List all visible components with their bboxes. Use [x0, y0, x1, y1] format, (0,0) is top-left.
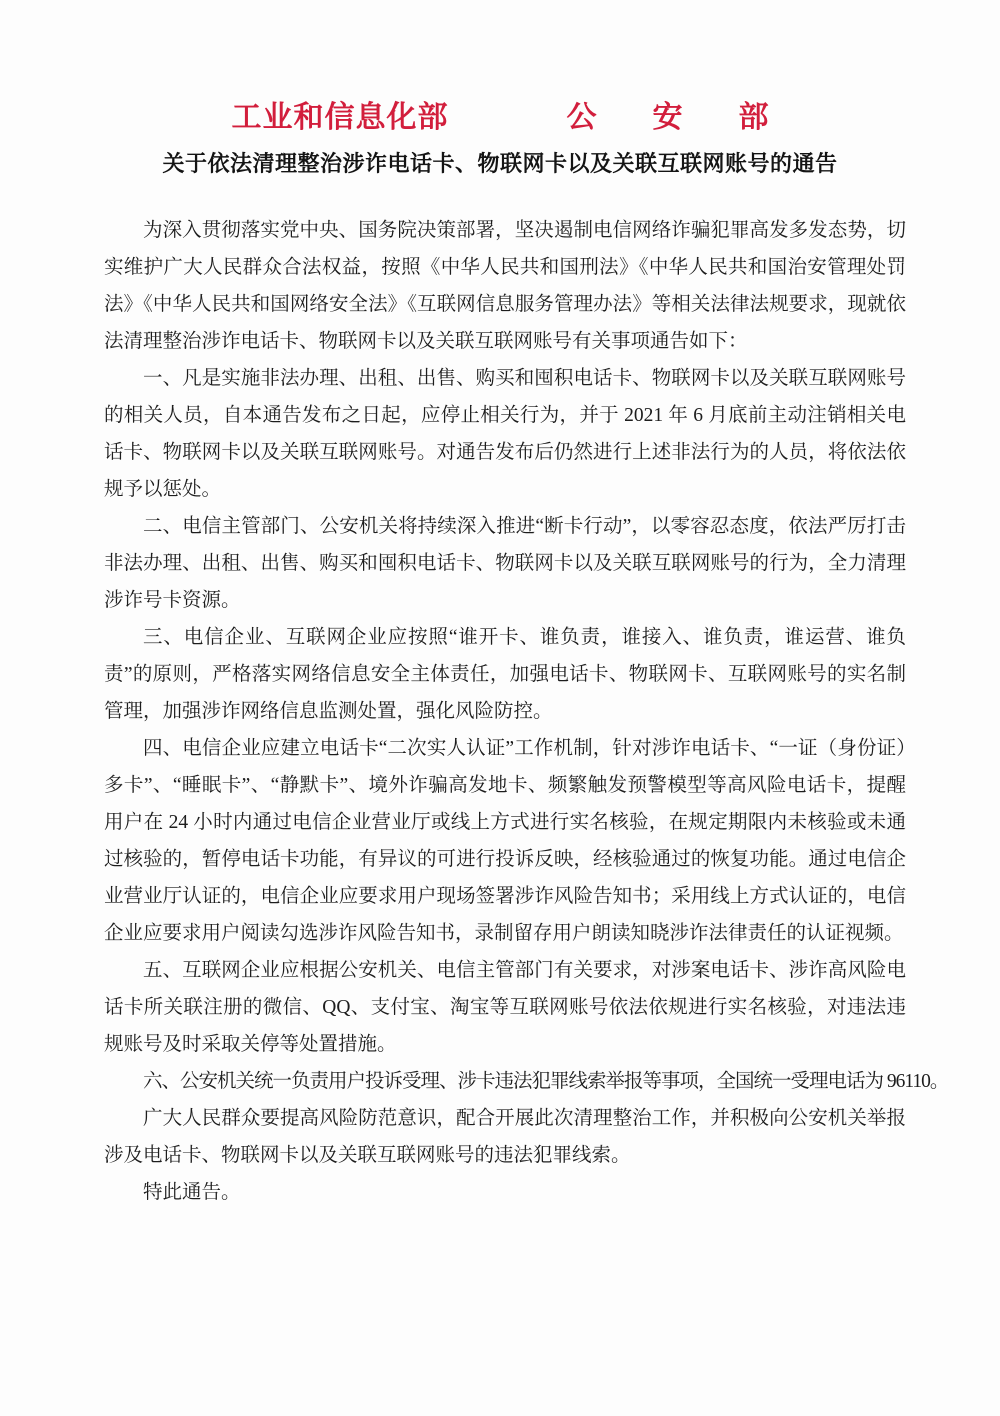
notice-item-2: 二、电信主管部门、公安机关将持续深入推进“断卡行动”，以零容忍态度，依法严厉打击非法办理、出租、出售、购买和囤积电话卡、物联网卡以及关联互联网账号的行为，全力清理涉诈号卡资源。 — [104, 516, 906, 611]
notice-item-4: 四、电信企业应建立电话卡“二次实人认证”工作机制，针对涉诈电话卡、“一证（身份证）多卡”、“睡眠卡”、“静默卡”、境外诈骗高发地卡、频繁触发预警模型等高风险电话卡，提醒用户在 24 小时内通过电信企业营业厅或线上方式进行实名核验，在规定期限内未核验或未通过核验的，暂停电话卡功能，有异议的可进行投诉反映，经核验通过的恢复功能。通过电信企业营业厅认证的，电信企业应要求用户现场签署涉诈风险告知书；采用线上方式认证的，电信企业应要求用户阅读勾选涉诈风险告知书，录制留存用户朗读知晓涉诈法律责任的认证视频。 — [104, 738, 906, 944]
header-ministry-mps: 公安部 — [566, 101, 825, 134]
notice-paragraph-closing: 特此通告。 — [143, 1182, 241, 1203]
document-header — [0, 92, 1000, 136]
notice-title: 关于依法清理整治涉诈电话卡、物联网卡以及关联互联网账号的通告 — [162, 151, 838, 176]
notice-paragraph-intro: 为深入贯彻落实党中央、国务院决策部署，坚决遏制电信网络诈骗犯罪高发多发态势，切实维护广大人民群众合法权益，按照《中华人民共和国刑法》《中华人民共和国治安管理处罚法》《中华人民共和国网络安全法》《互联网信息服务管理办法》等相关法律法规要求，现就依法清理整治涉诈电话卡、物联网卡以及关联互联网账号有关事项通告如下： — [104, 220, 906, 352]
notice-body — [104, 212, 949, 1211]
notice-paragraph-public: 广大人民群众要提高风险防范意识，配合开展此次清理整治工作，并积极向公安机关举报涉及电话卡、物联网卡以及关联互联网账号的违法犯罪线索。 — [104, 1108, 906, 1166]
notice-item-5: 五、互联网企业应根据公安机关、电信主管部门有关要求，对涉案电话卡、涉诈高风险电话卡所关联注册的微信、QQ、支付宝、淘宝等互联网账号依法依规进行实名核验，对违法违规账号及时采取关停等处置措施。 — [104, 960, 906, 1055]
notice-item-1: 一、凡是实施非法办理、出租、出售、购买和囤积电话卡、物联网卡以及关联互联网账号的相关人员，自本通告发布之日起，应停止相关行为，并于 2021 年 6 月底前主动注销相关电话卡、物联网卡以及关联互联网账号。对通告发布后仍然进行上述非法行为的人员，将依法依规予以惩处。 — [104, 368, 906, 500]
header-ministry-miit: 工业和信息化部 — [231, 101, 449, 134]
notice-item-3: 三、电信企业、互联网企业应按照“谁开卡、谁负责，谁接入、谁负责，谁运营、谁负责”的原则，严格落实网络信息安全主体责任，加强电话卡、物联网卡、互联网账号的实名制管理，加强涉诈网络信息监测处置，强化风险防控。 — [104, 627, 906, 722]
seal-area — [0, 1080, 1000, 1416]
notice-item-6: 六、公安机关统一负责用户投诉受理、涉卡违法犯罪线索举报等事项，全国统一受理电话为 96110。 — [143, 1071, 949, 1092]
